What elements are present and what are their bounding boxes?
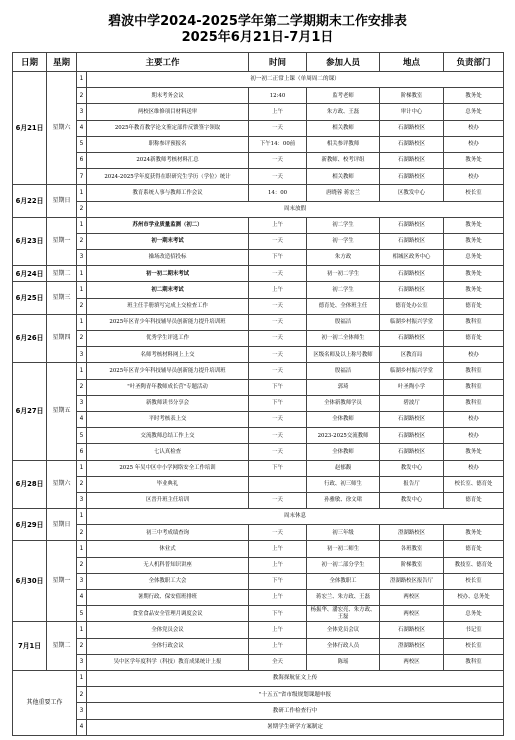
time-cell: 一天 bbox=[249, 314, 307, 330]
table-row bbox=[13, 492, 504, 508]
table-row bbox=[13, 282, 504, 298]
work-cell: 名师考核材料网上上交 bbox=[87, 347, 249, 363]
place-cell: 澄湖路校区 bbox=[380, 638, 444, 654]
table-row bbox=[13, 428, 504, 444]
dept-cell: 校办、总务处 bbox=[444, 590, 504, 606]
weekday-cell: 星期五 bbox=[47, 363, 77, 460]
people-cell: 全体行政人员 bbox=[307, 638, 380, 654]
people-cell: 孙雅敏、徐文珺 bbox=[307, 492, 380, 508]
table-row bbox=[13, 541, 504, 557]
dept-cell: 校长室 bbox=[444, 638, 504, 654]
row-number: 1 bbox=[77, 460, 87, 476]
table-row bbox=[13, 622, 504, 638]
other-work-item: 暑期学生研学方案制定 bbox=[87, 719, 504, 735]
date-cell: 6月26日 bbox=[13, 314, 47, 363]
row-number: 6 bbox=[77, 152, 87, 168]
row-number: 1 bbox=[77, 670, 87, 686]
work-cell: 2025年教育教学论文鉴定部件反馈签字领取 bbox=[87, 120, 249, 136]
time-cell: 上午 bbox=[249, 638, 307, 654]
table-row bbox=[13, 233, 504, 249]
dept-cell: 校办 bbox=[444, 428, 504, 444]
place-cell: 澄湖路校区 bbox=[380, 525, 444, 541]
weekday-cell: 星期六 bbox=[47, 460, 77, 509]
time-cell: 上午 bbox=[249, 622, 307, 638]
dept-cell: 教务处 bbox=[444, 88, 504, 104]
other-work-item: 教海探航征文上传 bbox=[87, 670, 504, 686]
header-place: 地点 bbox=[380, 53, 444, 72]
other-work-item: "十五五"省市级规划课题申报 bbox=[87, 687, 504, 703]
work-cell: 2025年区青少年科技辅导员创新能力提升培训班 bbox=[87, 363, 249, 379]
people-cell: 初一初二师生 bbox=[307, 541, 380, 557]
people-cell: 郭琦 bbox=[307, 379, 380, 395]
work-cell: 教育系统人事与教师工作会议 bbox=[87, 185, 249, 201]
dept-cell: 教技室、德育处 bbox=[444, 557, 504, 573]
place-cell: 石湖路校区 bbox=[380, 444, 444, 460]
schedule-table bbox=[12, 52, 504, 736]
time-cell: 一天 bbox=[249, 152, 307, 168]
time-cell: 一天 bbox=[249, 492, 307, 508]
table-row bbox=[13, 201, 504, 217]
date-cell: 6月30日 bbox=[13, 541, 47, 622]
work-cell: 平时考核表上交 bbox=[87, 411, 249, 427]
work-cell: 初二期末考试 bbox=[87, 282, 249, 298]
work-cell: 无人机科普知识讲座 bbox=[87, 557, 249, 573]
row-number: 1 bbox=[77, 363, 87, 379]
work-cell: 2025 年吴中区中小学网络安全工作培训 bbox=[87, 460, 249, 476]
time-cell: 下午 bbox=[249, 573, 307, 589]
dept-cell: 总务处 bbox=[444, 250, 504, 266]
row-number: 2 bbox=[77, 331, 87, 347]
people-cell: 相关参评教师 bbox=[307, 136, 380, 152]
row-number: 2 bbox=[77, 687, 87, 703]
table-row bbox=[13, 314, 504, 330]
dept-cell: 校办 bbox=[444, 460, 504, 476]
table-row bbox=[13, 411, 504, 427]
table-row bbox=[13, 169, 504, 185]
row-number: 1 bbox=[77, 266, 87, 282]
time-cell: 下午 bbox=[249, 395, 307, 411]
people-cell: 全体党员会议 bbox=[307, 622, 380, 638]
work-cell: 职称参评预报名 bbox=[87, 136, 249, 152]
row-number: 4 bbox=[77, 411, 87, 427]
table-row bbox=[13, 670, 504, 686]
people-cell: 陈瑶 bbox=[307, 654, 380, 670]
place-cell: 教发中心 bbox=[380, 460, 444, 476]
time-cell: 一天 bbox=[249, 169, 307, 185]
work-cell: 初一初二期末考试 bbox=[87, 266, 249, 282]
people-cell: 区级名师及以上称号教师 bbox=[307, 347, 380, 363]
table-row bbox=[13, 638, 504, 654]
place-cell: 区教育局 bbox=[380, 347, 444, 363]
work-cell: 交流教师总结工作上交 bbox=[87, 428, 249, 444]
time-cell: 一天 bbox=[249, 525, 307, 541]
dept-cell: 教务处 bbox=[444, 444, 504, 460]
row-number: 3 bbox=[77, 347, 87, 363]
row-number: 2 bbox=[77, 476, 87, 492]
work-cell: 暑期行政、保安值班排班 bbox=[87, 590, 249, 606]
date-cell: 6月21日 bbox=[13, 72, 47, 185]
place-cell: 石湖路校区 bbox=[380, 152, 444, 168]
dept-cell: 教科室 bbox=[444, 379, 504, 395]
work-cell: 休业式 bbox=[87, 541, 249, 557]
row-number: 5 bbox=[77, 606, 87, 622]
span-work-cell: 周末放假 bbox=[87, 201, 504, 217]
date-cell: 6月28日 bbox=[13, 460, 47, 509]
table-row bbox=[13, 606, 504, 622]
people-cell: 初一学生 bbox=[307, 233, 380, 249]
dept-cell: 教科室 bbox=[444, 654, 504, 670]
row-number: 4 bbox=[77, 719, 87, 735]
table-row bbox=[13, 136, 504, 152]
work-cell: 全体党员会议 bbox=[87, 622, 249, 638]
dept-cell: 教务处 bbox=[444, 266, 504, 282]
date-cell: 6月27日 bbox=[13, 363, 47, 460]
people-cell: 初二学生 bbox=[307, 282, 380, 298]
title-line-1: 碧波中学2024-2025学年第二学期期末工作安排表 bbox=[108, 14, 407, 29]
time-cell: 14：00 bbox=[249, 185, 307, 201]
time-cell: 上午 bbox=[249, 590, 307, 606]
header-date: 日期 bbox=[13, 53, 47, 72]
people-cell: 监考老师 bbox=[307, 88, 380, 104]
row-number: 4 bbox=[77, 590, 87, 606]
dept-cell: 校长室 bbox=[444, 573, 504, 589]
time-cell: 一天 bbox=[249, 428, 307, 444]
weekday-cell: 星期六 bbox=[47, 72, 77, 185]
place-cell: 叶圣陶小学 bbox=[380, 379, 444, 395]
weekday-cell: 星期日 bbox=[47, 185, 77, 217]
people-cell: 初一初二全体师生 bbox=[307, 331, 380, 347]
dept-cell: 德育处 bbox=[444, 492, 504, 508]
row-number: 1 bbox=[77, 72, 87, 88]
people-cell: 赵郁馥 bbox=[307, 460, 380, 476]
date-cell: 6月24日 bbox=[13, 266, 47, 282]
work-cell: 两校区维修项目材料送审 bbox=[87, 104, 249, 120]
place-cell: 澄湖路校区报告厅 bbox=[380, 573, 444, 589]
place-cell: 阶梯教室 bbox=[380, 88, 444, 104]
table-row bbox=[13, 104, 504, 120]
time-cell: 下午 bbox=[249, 379, 307, 395]
dept-cell: 总务处 bbox=[444, 104, 504, 120]
header-dept: 负责部门 bbox=[444, 53, 504, 72]
work-cell: 食堂食品安全管理月调度会议 bbox=[87, 606, 249, 622]
place-cell: 阶梯教室 bbox=[380, 557, 444, 573]
place-cell: 报告厅 bbox=[380, 476, 444, 492]
table-row bbox=[13, 185, 504, 201]
table-row bbox=[13, 444, 504, 460]
work-cell: 七认真检查 bbox=[87, 444, 249, 460]
header-people: 参加人员 bbox=[307, 53, 380, 72]
row-number: 4 bbox=[77, 120, 87, 136]
table-row bbox=[13, 395, 504, 411]
time-cell: 一天 bbox=[249, 298, 307, 314]
dept-cell: 教务处 bbox=[444, 525, 504, 541]
row-number: 3 bbox=[77, 703, 87, 719]
table-row bbox=[13, 476, 504, 492]
time-cell: 一天 bbox=[249, 347, 307, 363]
dept-cell: 书记室 bbox=[444, 622, 504, 638]
people-cell: 初二学生 bbox=[307, 217, 380, 233]
place-cell: 区教发中心 bbox=[380, 185, 444, 201]
place-cell: 石湖路校区 bbox=[380, 622, 444, 638]
work-cell: 优秀学生评选工作 bbox=[87, 331, 249, 347]
people-cell: 2023-2025交流教师 bbox=[307, 428, 380, 444]
date-cell: 6月29日 bbox=[13, 509, 47, 541]
dept-cell: 校办 bbox=[444, 347, 504, 363]
table-row bbox=[13, 363, 504, 379]
place-cell: 石湖路校区 bbox=[380, 282, 444, 298]
table-row bbox=[13, 460, 504, 476]
place-cell: 两校区 bbox=[380, 590, 444, 606]
dept-cell: 总务处 bbox=[444, 606, 504, 622]
place-cell: 石湖路校区 bbox=[380, 120, 444, 136]
weekday-cell: 星期一 bbox=[47, 541, 77, 622]
table-row bbox=[13, 687, 504, 703]
header-time: 时间 bbox=[249, 53, 307, 72]
work-cell: 初一期末考试 bbox=[87, 233, 249, 249]
title-line-2: 2025年6月21日-7月1日 bbox=[181, 30, 334, 45]
time-cell: 一天 bbox=[249, 120, 307, 136]
people-cell: 相关教师 bbox=[307, 169, 380, 185]
work-cell: 操场改造招投标 bbox=[87, 250, 249, 266]
work-cell: 苏州市学业质量监测（初二） bbox=[87, 217, 249, 233]
table-row bbox=[13, 88, 504, 104]
table-row bbox=[13, 573, 504, 589]
time-cell bbox=[249, 476, 307, 492]
work-cell: 初三中考成绩查询 bbox=[87, 525, 249, 541]
place-cell: 两校区 bbox=[380, 606, 444, 622]
table-row bbox=[13, 347, 504, 363]
row-number: 1 bbox=[77, 185, 87, 201]
table-row bbox=[13, 120, 504, 136]
row-number: 5 bbox=[77, 136, 87, 152]
time-cell: 12:40 bbox=[249, 88, 307, 104]
row-number: 3 bbox=[77, 250, 87, 266]
row-number: 1 bbox=[77, 282, 87, 298]
row-number: 7 bbox=[77, 169, 87, 185]
date-cell: 7月1日 bbox=[13, 622, 47, 671]
people-cell: 新教师、校考评组 bbox=[307, 152, 380, 168]
span-work-cell: 初一初二正常上课（单周周二的课） bbox=[87, 72, 504, 88]
work-cell: 吴中区学年度科学（科技）教育成果统计上报 bbox=[87, 654, 249, 670]
place-cell: 碧波厅 bbox=[380, 395, 444, 411]
work-cell: 全体教职工大会 bbox=[87, 573, 249, 589]
place-cell: 石湖路校区 bbox=[380, 136, 444, 152]
people-cell: 朱方政 bbox=[307, 250, 380, 266]
time-cell: 一天 bbox=[249, 331, 307, 347]
span-work-cell: 周末休息 bbox=[87, 509, 504, 525]
table-row bbox=[13, 509, 504, 525]
place-cell: 石湖路校区 bbox=[380, 331, 444, 347]
time-cell: 上午 bbox=[249, 557, 307, 573]
row-number: 3 bbox=[77, 573, 87, 589]
row-number: 2 bbox=[77, 379, 87, 395]
place-cell: 临湖乡村振兴学堂 bbox=[380, 314, 444, 330]
date-cell: 6月25日 bbox=[13, 282, 47, 314]
people-cell: 全体教师 bbox=[307, 411, 380, 427]
work-cell: 期末考务会议 bbox=[87, 88, 249, 104]
table-row bbox=[13, 557, 504, 573]
row-number: 1 bbox=[77, 217, 87, 233]
time-cell: 下午14：00前 bbox=[249, 136, 307, 152]
dept-cell: 校长室、德育处 bbox=[444, 476, 504, 492]
dept-cell: 教务处 bbox=[444, 282, 504, 298]
weekday-cell: 星期一 bbox=[47, 217, 77, 266]
date-cell: 6月22日 bbox=[13, 185, 47, 217]
row-number: 6 bbox=[77, 444, 87, 460]
other-work-item: 教研工作检查行中 bbox=[87, 703, 504, 719]
row-number: 2 bbox=[77, 638, 87, 654]
dept-cell: 德育处 bbox=[444, 331, 504, 347]
work-cell: 区晋升班主任培训 bbox=[87, 492, 249, 508]
weekday-cell: 星期日 bbox=[47, 509, 77, 541]
row-number: 3 bbox=[77, 104, 87, 120]
table-row bbox=[13, 298, 504, 314]
people-cell: 初一初二部分学生 bbox=[307, 557, 380, 573]
schedule-body bbox=[13, 72, 504, 736]
work-cell: 2024新教师考核材料汇总 bbox=[87, 152, 249, 168]
people-cell: 杨振华、潘宏亮、朱方政、王磊 bbox=[307, 606, 380, 622]
work-cell: 新教师读书分享会 bbox=[87, 395, 249, 411]
table-row bbox=[13, 331, 504, 347]
dept-cell: 校办 bbox=[444, 169, 504, 185]
people-cell: 殷福洁 bbox=[307, 363, 380, 379]
people-cell: 全体教师 bbox=[307, 444, 380, 460]
weekday-cell: 星期四 bbox=[47, 314, 77, 363]
row-number: 5 bbox=[77, 428, 87, 444]
dept-cell: 教科室 bbox=[444, 363, 504, 379]
work-cell: 2024-2025学年度获得在职研究生学历（学位）统计 bbox=[87, 169, 249, 185]
work-cell: 全体行政会议 bbox=[87, 638, 249, 654]
time-cell: 下午 bbox=[249, 460, 307, 476]
people-cell: 全体教职工 bbox=[307, 573, 380, 589]
people-cell: 全体新教师学员 bbox=[307, 395, 380, 411]
time-cell: 上午 bbox=[249, 541, 307, 557]
header-week: 星期 bbox=[47, 53, 77, 72]
row-number: 2 bbox=[77, 557, 87, 573]
document-title bbox=[12, 14, 503, 46]
time-cell: 全天 bbox=[249, 654, 307, 670]
row-number: 2 bbox=[77, 233, 87, 249]
time-cell: 上午 bbox=[249, 282, 307, 298]
people-cell: 蒋宏兰、朱方政、王磊 bbox=[307, 590, 380, 606]
people-cell: 唐晓蓉 蒋宏兰 bbox=[307, 185, 380, 201]
place-cell: 石湖路校区 bbox=[380, 217, 444, 233]
people-cell: 初一初二学生 bbox=[307, 266, 380, 282]
row-number: 2 bbox=[77, 298, 87, 314]
weekday-cell: 星期三 bbox=[47, 282, 77, 314]
place-cell: 两校区 bbox=[380, 654, 444, 670]
people-cell: 相关教师 bbox=[307, 120, 380, 136]
time-cell: 下午 bbox=[249, 250, 307, 266]
dept-cell: 德育处 bbox=[444, 541, 504, 557]
row-number: 1 bbox=[77, 509, 87, 525]
work-cell: 班主任手册填写完成上交检查工作 bbox=[87, 298, 249, 314]
row-number: 2 bbox=[77, 525, 87, 541]
work-cell: 毕业典礼 bbox=[87, 476, 249, 492]
place-cell: 教发中心 bbox=[380, 492, 444, 508]
work-cell: "叶圣陶青年教师成长营"专题活动 bbox=[87, 379, 249, 395]
place-cell: 各班教室 bbox=[380, 541, 444, 557]
table-row bbox=[13, 152, 504, 168]
table-row bbox=[13, 217, 504, 233]
time-cell: 一天 bbox=[249, 363, 307, 379]
place-cell: 德育处办公室 bbox=[380, 298, 444, 314]
place-cell: 石湖路校区 bbox=[380, 233, 444, 249]
table-row bbox=[13, 266, 504, 282]
table-row bbox=[13, 703, 504, 719]
row-number: 2 bbox=[77, 201, 87, 217]
dept-cell: 校长室 bbox=[444, 185, 504, 201]
people-cell: 行政、初三师生 bbox=[307, 476, 380, 492]
dept-cell: 校办 bbox=[444, 120, 504, 136]
dept-cell: 德育处 bbox=[444, 298, 504, 314]
dept-cell: 校办 bbox=[444, 136, 504, 152]
place-cell: 审计中心 bbox=[380, 104, 444, 120]
time-cell: 一天 bbox=[249, 266, 307, 282]
dept-cell: 教务处 bbox=[444, 152, 504, 168]
time-cell: 上午 bbox=[249, 104, 307, 120]
row-number: 3 bbox=[77, 395, 87, 411]
table-row bbox=[13, 72, 504, 88]
dept-cell: 教科室 bbox=[444, 395, 504, 411]
table-row bbox=[13, 250, 504, 266]
place-cell: 临湖乡村振兴学堂 bbox=[380, 363, 444, 379]
people-cell: 殷福洁 bbox=[307, 314, 380, 330]
place-cell: 石湖路校区 bbox=[380, 428, 444, 444]
dept-cell: 教务处 bbox=[444, 233, 504, 249]
row-number: 1 bbox=[77, 314, 87, 330]
weekday-cell: 星期二 bbox=[47, 266, 77, 282]
time-cell: 一天 bbox=[249, 411, 307, 427]
other-work-label: 其他重要工作 bbox=[13, 670, 77, 735]
time-cell: 一天 bbox=[249, 444, 307, 460]
table-row bbox=[13, 525, 504, 541]
dept-cell: 教科室 bbox=[444, 314, 504, 330]
row-number: 1 bbox=[77, 622, 87, 638]
row-number: 1 bbox=[77, 541, 87, 557]
people-cell: 初三年级 bbox=[307, 525, 380, 541]
place-cell: 石湖路校区 bbox=[380, 169, 444, 185]
date-cell: 6月23日 bbox=[13, 217, 47, 266]
header-work: 主要工作 bbox=[77, 53, 249, 72]
people-cell: 德育处、全体班主任 bbox=[307, 298, 380, 314]
place-cell: 石湖路校区 bbox=[380, 266, 444, 282]
people-cell: 朱方政、王磊 bbox=[307, 104, 380, 120]
dept-cell: 教务处 bbox=[444, 217, 504, 233]
time-cell: 一天 bbox=[249, 233, 307, 249]
table-row bbox=[13, 590, 504, 606]
place-cell: 相城区政务中心 bbox=[380, 250, 444, 266]
header-row bbox=[13, 53, 504, 72]
row-number: 3 bbox=[77, 492, 87, 508]
table-row bbox=[13, 654, 504, 670]
time-cell: 下午 bbox=[249, 606, 307, 622]
work-cell: 2025年区青少年科技辅导员创新能力提升培训班 bbox=[87, 314, 249, 330]
dept-cell: 校办 bbox=[444, 411, 504, 427]
row-number: 2 bbox=[77, 88, 87, 104]
table-row bbox=[13, 719, 504, 735]
time-cell: 上午 bbox=[249, 217, 307, 233]
table-row bbox=[13, 379, 504, 395]
weekday-cell: 星期二 bbox=[47, 622, 77, 671]
place-cell: 石湖路校区 bbox=[380, 411, 444, 427]
row-number: 3 bbox=[77, 654, 87, 670]
